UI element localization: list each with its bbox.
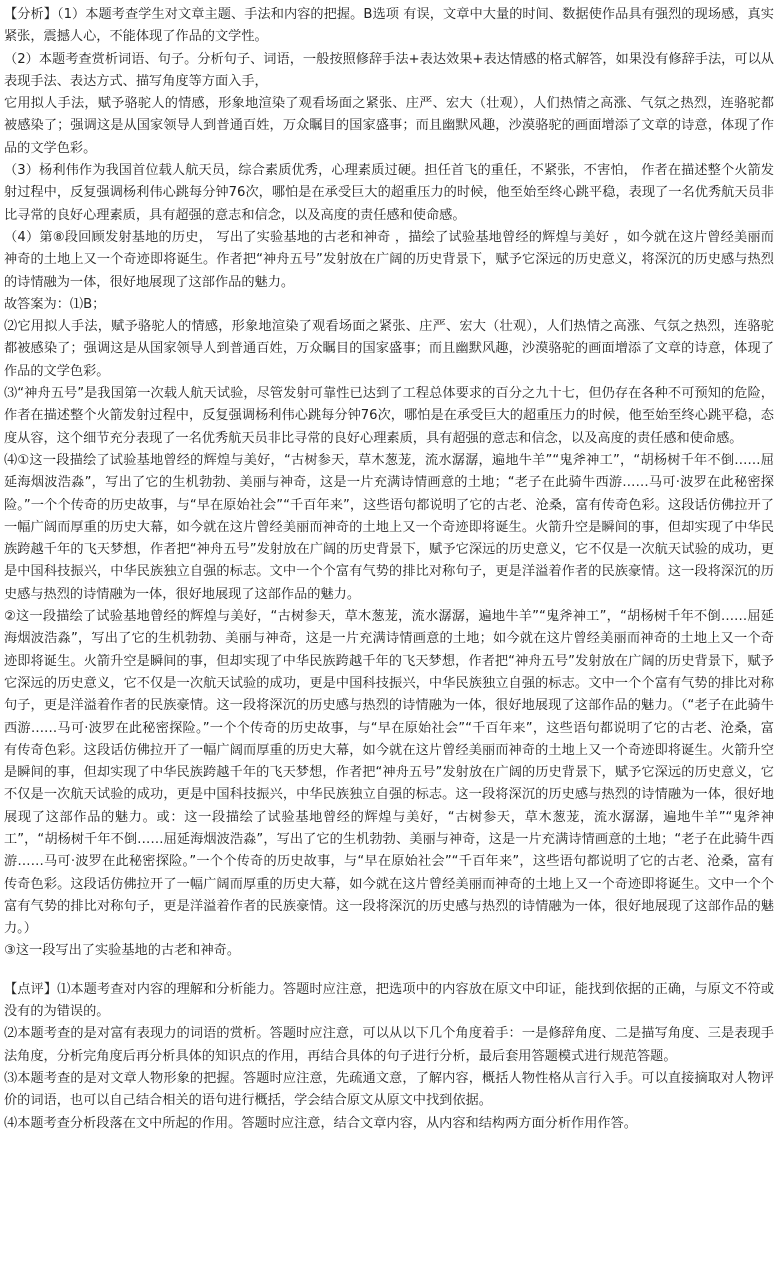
- analysis-q4-paragraph: （4）第⑧段回顾发射基地的历史， 写出了实验基地的古老和神奇 ，描绘了试验基地曾经的辉煌与美好 ，如今就在这片曾经美丽而神奇的土地上又一个奇迹即将诞生。作者把“神舟五号”发射放在广阔的历史背景下，赋予它深远的历史意义，将深沉的历史感与热烈的诗情融为一体，很好地展现了这部作品的魅力。: [4, 229, 774, 290]
- comment-q4-paragraph: ⑷本题考查分析段落在文中所起的作用。答题时应注意，结合文章内容，从内容和结构两方面分析作用作答。: [4, 1115, 637, 1131]
- comment-q3-paragraph: ⑶本题考查的是对文章人物形象的把握。答题时应注意，先疏通文意，了解内容，概括人物性格从言行入手。可以直接摘取对人物评价的词语，也可以自己结合相关的语句进行概括，学会结合原文从原文中找到依据。: [4, 1070, 774, 1109]
- analysis-q3-paragraph: （3）杨利伟作为我国首位载人航天员，综合素质优秀，心理素质过硬。担任首飞的重任，不紧张，不害怕， 作者在描述整个火箭发射过程中，反复强调杨利伟心跳每分钟76次，哪怕是在承受巨大的超重压力的时候，他至始至终心跳平稳，表现了一名优秀航天员非比寻常的良好心理素质，具有超强的意志和信念，以及高度的责任感和使命感。: [4, 163, 774, 223]
- analysis-q2-detail-paragraph: 它用拟人手法，赋予骆驼人的情感，形象地渲染了观看场面之紧张、庄严、宏大（壮观），人们热情之高涨、气氛之热烈，连骆驼都被感染了；强调这是从国家领导人到普通百姓，万众瞩目的国家盛事；而且幽默风趣，沙漠骆驼的画面增添了文章的诗意，体现了作品的文学色彩。: [4, 96, 774, 156]
- comment-section: [4, 979, 774, 1135]
- section-spacer: [4, 963, 774, 979]
- answer-q3-paragraph: ⑶“神舟五号”是我国第一次载人航天试验，尽管发射可靠性已达到了工程总体要求的百分之九十七，但仍存在各种不可预知的危险，作者在描述整个火箭发射过程中，反复强调杨利伟心跳每分钟76次，哪怕是在承受巨大的超重压力的时候，他至始至终心跳平稳，态度从容，这个细节充分表现了一名优秀航天员非比寻常的良好心理素质，具有超强的意志和信念，以及高度的责任感和使命感。: [4, 386, 774, 446]
- comment-q2-paragraph: ⑵本题考查的是对富有表现力的词语的赏析。答题时应注意，可以从以下几个角度着手：一是修辞角度、二是描写角度、三是表现手法角度，分析完角度后再分析具体的知识点的作用，再结合具体的句子进行分析，最后套用答题模式进行规范答题。: [4, 1026, 774, 1064]
- answer-q4-option3-paragraph: ③这一段写出了实验基地的古老和神奇。: [4, 943, 241, 959]
- analysis-q2-paragraph: （2）本题考查赏析词语、句子。分析句子、词语，一般按照修辞手法+表达效果+表达情感的格式解答，如果没有修辞手法，可以从表现手法、表达方式、描写角度等方面入手，: [4, 51, 774, 89]
- answer-q1-paragraph: 故答案为：⑴B；: [4, 296, 106, 312]
- answer-q4-option1-paragraph: ⑷①这一段描绘了试验基地曾经的辉煌与美好，“古树参天，草木葱茏，流水潺潺，遍地牛羊”“鬼斧神工”，“胡杨树千年不倒……屈延海烟波浩淼”，写出了它的生机勃勃、美丽与神奇，这是一片充满诗情画意的土地；“老子在此骑牛西游……马可·波罗在此秘密探险。”一个个传奇的历史故事，与“早在原始社会”“千百年来”，这些语句都说明了它的古老、沧桑，富有传奇色彩。这段话仿佛拉开了一幅广阔而厚重的历史大幕，如今就在这片曾经美丽而神奇的土地上又一个奇迹即将诞生。火箭升空是瞬间的事，但却实现了中华民族跨越千年的飞天梦想，作者把“神舟五号”发射放在广阔的历史背景下，赋予它深远的历史意义，它不仅是一次航天试验的成功，更是中国科技振兴，中华民族独立自强的标志。文中一个个富有气势的排比对称句子，更是洋溢着作者的民族豪情。这一段将深沉的历史感与热烈的诗情融为一体，很好地展现了这部作品的魅力。: [4, 452, 774, 602]
- answer-q2-paragraph: ⑵它用拟人手法，赋予骆驼人的情感，形象地渲染了观看场面之紧张、庄严、宏大（壮观），人们热情之高涨、气氛之热烈，连骆驼都被感染了；强调这是从国家领导人到普通百姓，万众瞩目的国家盛事；而且幽默风趣，沙漠骆驼的画面增添了文章的诗意，体现了作品的文学色彩。: [4, 319, 774, 379]
- analysis-intro-paragraph: 【分析】（1）本题考查学生对文章主题、手法和内容的把握。B选项 有误，文章中大量的时间、数据使作品具有强烈的现场感，真实紧张，震撼人心，不能体现了作品的文学性。: [4, 7, 774, 45]
- analysis-section: [4, 4, 774, 963]
- comment-q1-paragraph: 【点评】⑴本题考查对内容的理解和分析能力。答题时应注意，把选项中的内容放在原文中印证，能找到依据的正确，与原文不符或没有的为错误的。: [4, 981, 774, 1020]
- answer-q4-option2-paragraph: ②这一段描绘了试验基地曾经的辉煌与美好，“古树参天，草木葱茏，流水潺潺，遍地牛羊”“鬼斧神工”，“胡杨树千年不倒……屈延海烟波浩淼”，写出了它的生机勃勃、美丽与神奇，这是一片充满诗情画意的土地；如今就在这片曾经美丽而神奇的土地上又一个奇迹即将诞生。火箭升空是瞬间的事，但却实现了中华民族跨越千年的飞天梦想，作者把“神舟五号”发射放在广阔的历史背景下，赋予它深远的历史意义，它不仅是一次航天试验的成功，更是中国科技振兴，中华民族独立自强的标志。文中一个个富有气势的排比对称句子，更是洋溢着作者的民族豪情。这一段将深沉的历史感与热烈的诗情融为一体，很好地展现了这部作品的魅力。（“老子在此骑牛西游……马可·波罗在此秘密探险。”一个个传奇的历史故事，与“早在原始社会”“千百年来”，这些语句都说明了它的古老、沧桑，富有传奇色彩。这段话仿佛拉开了一幅广阔而厚重的历史大幕，如今就在这片曾经美丽而神奇的土地上又一个奇迹即将诞生。火箭升空是瞬间的事，但却实现了中华民族跨越千年的飞天梦想，作者把“神舟五号”发射放在广阔的历史背景下，赋予它深远的历史意义，它不仅是一次航天试验的成功，更是中国科技振兴，中华民族独立自强的标志。这一段将深沉的历史感与热烈的诗情融为一体，很好地展现了这部作品的魅力。或：这一段描绘了试验基地曾经的辉煌与美好，“古树参天，草木葱茏，流水潺潺，遍地牛羊”“鬼斧神工”，“胡杨树千年不倒……屈延海烟波浩淼”，写出了它的生机勃勃、美丽与神奇，这是一片充满诗情画意的土地；“老子在此骑牛西游……马可·波罗在此秘密探险。”一个个传奇的历史故事，与“早在原始社会”“千百年来”，这些语句都说明了它的古老、沧桑，富有传奇色彩。这段话仿佛拉开了一幅广阔而厚重的历史大幕，如今就在这片曾经美丽而神奇的土地上又一个奇迹即将诞生。文中一个个富有气势的排比对称句子，更是洋溢着作者的民族豪情。这一段将深沉的历史感与热烈的诗情融为一体，很好地展现了这部作品的魅力。）: [4, 609, 774, 937]
